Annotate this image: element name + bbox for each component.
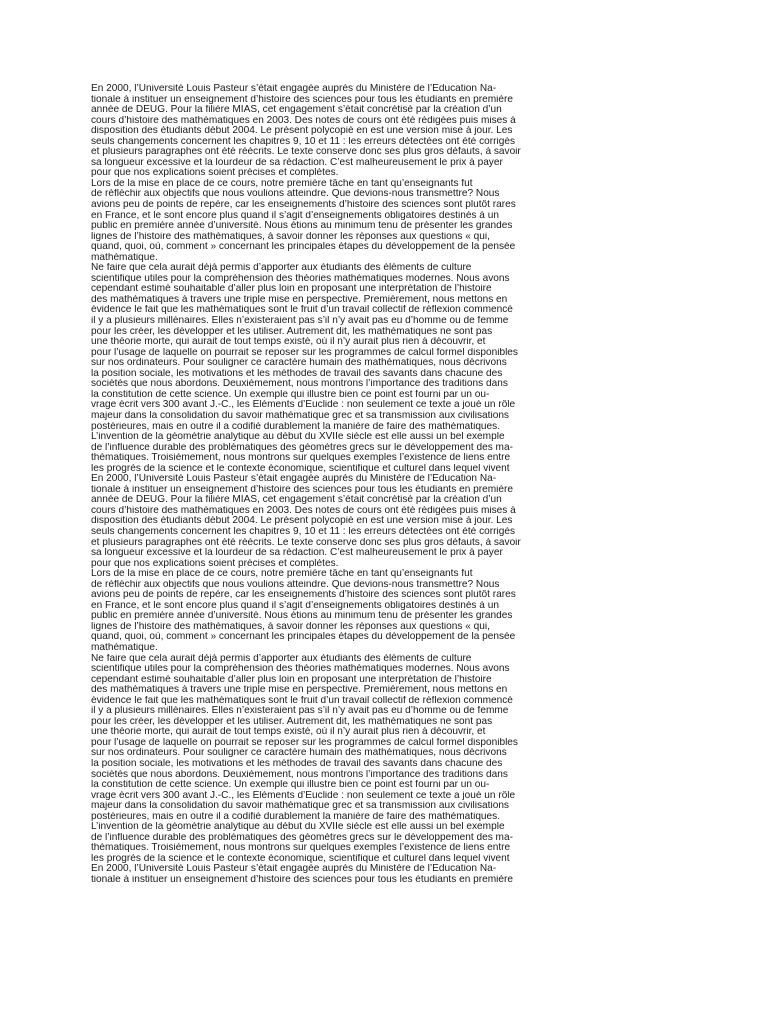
- text-line: pour que nos explications soient précises et complètes.: [91, 168, 339, 179]
- text-line: sa longueur excessive et la lourdeur de sa rédaction. C’est malheureusement le prix à payer: [91, 548, 503, 559]
- text-line: L’invention de la géométrie analytique au début du XVIIe siècle est elle aussi un bel exemple: [91, 432, 505, 443]
- text-line: une théorie morte, qui aurait de tout temps existé, où il n’y aurait plus rien à découvrir, et: [91, 337, 486, 348]
- text-line: majeur dans la consolidation du savoir mathématique grec et sa transmission aux civilisations: [91, 801, 509, 812]
- text-line: en France, et le sont encore plus quand il s’agit d’enseignements obligatoires destinés à un: [91, 210, 499, 221]
- text-line: pour l’usage de laquelle on pourrait se reposer sur les programmes de calcul formel disponibles: [91, 347, 518, 358]
- text-line: disposition des étudiants début 2004. Le présent polycopié en est une version mise à jour. Les: [91, 516, 513, 527]
- text-line: seuls changements concernent les chapitres 9, 10 et 11 : les erreurs détectées ont été corrigés: [91, 136, 515, 147]
- text-line: Ne faire que cela aurait déjà permis d’apporter aux étudiants des éléments de culture: [91, 653, 472, 664]
- text-line: scientifique utiles pour la compréhension des théories mathématiques modernes. Nous avons: [91, 664, 510, 675]
- text-line: public en première année d’université. Nous étions au minimum tenu de présenter les grandes: [91, 611, 513, 622]
- text-line: sociétés que nous abordons. Deuxièmement, nous montrons l’importance des traditions dans: [91, 379, 508, 390]
- text-line: En 2000, l’Université Louis Pasteur s’était engagée auprès du Ministère de l’Éducation Na-: [91, 474, 497, 485]
- text-line: cependant estimé souhaitable d’aller plus loin en proposant une interprétation de l’histoire: [91, 284, 492, 295]
- text-line: Lors de la mise en place de ce cours, notre première tâche en tant qu’enseignants fut: [91, 178, 473, 189]
- text-line: tionale à instituer un enseignement d’histoire des sciences pour tous les étudiants en première: [91, 484, 513, 495]
- text-line: une théorie morte, qui aurait de tout temps existé, où il n’y aurait plus rien à découvrir, et: [91, 727, 486, 738]
- text-line: des mathématiques à travers une triple mise en perspective. Premièrement, nous mettons en: [91, 294, 508, 305]
- text-line: lignes de l’histoire des mathématiques, à savoir donner les réponses aux questions « qui,: [91, 231, 490, 242]
- text-line: les progrès de la science et le contexte économique, scientifique et culturel dans lequel vivent: [91, 463, 510, 474]
- text-line: thématiques. Troisièmement, nous montrons sur quelques exemples l’existence de liens entre: [91, 843, 511, 854]
- text-line: il y a plusieurs millénaires. Elles n’existeraient pas s’il n’y avait pas eu d’homme ou de femme: [91, 316, 509, 327]
- text-line: avions peu de points de repère, car les enseignements d’histoire des sciences sont plutôt rares: [91, 590, 516, 601]
- text-line: des mathématiques à travers une triple mise en perspective. Premièrement, nous mettons en: [91, 685, 508, 696]
- text-line: Lors de la mise en place de ce cours, notre première tâche en tant qu’enseignants fut: [91, 569, 473, 580]
- text-line: avions peu de points de repère, car les enseignements d’histoire des sciences sont plutôt rares: [91, 200, 516, 211]
- text-line: de réfléchir aux objectifs que nous voulions atteindre. Que devions-nous transmettre? Nous: [91, 189, 500, 200]
- text-line: sur nos ordinateurs. Pour souligner ce caractère humain des mathématiques, nous décrivons: [91, 358, 507, 369]
- text-line: quand, quoi, où, comment » concernant les principales étapes du développement de la pensée: [91, 242, 516, 253]
- text-line: quand, quoi, où, comment » concernant les principales étapes du développement de la pensée: [91, 632, 516, 643]
- text-line: majeur dans la consolidation du savoir mathématique grec et sa transmission aux civilisations: [91, 410, 509, 421]
- text-line: il y a plusieurs millénaires. Elles n’existeraient pas s’il n’y avait pas eu d’homme ou de femme: [91, 706, 509, 717]
- text-line: de l’influence durable des problématiques des géomètres grecs sur le développement des ma-: [91, 442, 513, 453]
- text-line: évidence le fait que les mathématiques sont le fruit d’un travail collectif de réflexion commencé: [91, 695, 513, 706]
- text-line: mathématique.: [91, 252, 158, 263]
- text-line: pour l’usage de laquelle on pourrait se reposer sur les programmes de calcul formel disponibles: [91, 737, 518, 748]
- text-line: public en première année d’université. Nous étions au minimum tenu de présenter les grandes: [91, 221, 513, 232]
- text-line: et plusieurs paragraphes ont été réécrits. Le texte conserve donc ses plus gros défauts, à savoir: [91, 147, 521, 158]
- text-line: postérieures, mais en outre il a codifié durablement la manière de faire des mathématiques.: [91, 811, 501, 822]
- text-line: la position sociale, les motivations et les méthodes de travail des savants dans chacune des: [91, 368, 503, 379]
- text-line: année de DEUG. Pour la filière MIAS, cet engagement s’était concrétisé par la création d’un: [91, 495, 502, 506]
- text-line: vrage écrit vers 300 avant J.-C., les Éléments d’Euclide : non seulement ce texte a joué un rôle: [91, 790, 516, 801]
- text-line: évidence le fait que les mathématiques sont le fruit d’un travail collectif de réflexion commencé: [91, 305, 513, 316]
- text-line: Ne faire que cela aurait déjà permis d’apporter aux étudiants des éléments de culture: [91, 263, 472, 274]
- text-line: cours d’histoire des mathématiques en 2003. Des notes de cours ont été rédigées puis mises à: [91, 505, 516, 516]
- text-line: scientifique utiles pour la compréhension des théories mathématiques modernes. Nous avons: [91, 273, 510, 284]
- text-line: thématiques. Troisièmement, nous montrons sur quelques exemples l’existence de liens entre: [91, 453, 511, 464]
- text-line: la constitution de cette science. Un exemple qui illustre bien ce point est fourni par un ou-: [91, 780, 490, 791]
- text-line: cependant estimé souhaitable d’aller plus loin en proposant une interprétation de l’histoire: [91, 674, 492, 685]
- text-line: pour les créer, les développer et les utiliser. Autrement dit, les mathématiques ne sont pas: [91, 716, 493, 727]
- text-line: pour les créer, les développer et les utiliser. Autrement dit, les mathématiques ne sont pas: [91, 326, 493, 337]
- text-line: de réfléchir aux objectifs que nous voulions atteindre. Que devions-nous transmettre? Nous: [91, 579, 500, 590]
- text-line: mathématique.: [91, 642, 158, 653]
- text-line: en France, et le sont encore plus quand il s’agit d’enseignements obligatoires destinés à un: [91, 600, 499, 611]
- text-line: la position sociale, les motivations et les méthodes de travail des savants dans chacune des: [91, 759, 503, 769]
- text-line: sociétés que nous abordons. Deuxièmement, nous montrons l’importance des traditions dans: [91, 769, 508, 780]
- text-line: En 2000, l’Université Louis Pasteur s’était engagée auprès du Ministère de l’Éducation Na-: [91, 864, 497, 875]
- text-line: seuls changements concernent les chapitres 9, 10 et 11 : les erreurs détectées ont été corrigés: [91, 526, 515, 537]
- document-body: [91, 84, 541, 886]
- text-line: les progrès de la science et le contexte économique, scientifique et culturel dans lequel vivent: [91, 853, 510, 864]
- text-line: tionale à instituer un enseignement d’histoire des sciences pour tous les étudiants en première: [91, 875, 513, 886]
- text-line: En 2000, l’Université Louis Pasteur s’était engagée auprès du Ministère de l’Éducation Na-: [91, 84, 497, 94]
- text-line: postérieures, mais en outre il a codifié durablement la manière de faire des mathématiques.: [91, 421, 501, 432]
- text-line: année de DEUG. Pour la filière MIAS, cet engagement s’était concrétisé par la création d’un: [91, 105, 502, 116]
- text-line: L’invention de la géométrie analytique au début du XVIIe siècle est elle aussi un bel exemple: [91, 822, 505, 833]
- text-line: lignes de l’histoire des mathématiques, à savoir donner les réponses aux questions « qui,: [91, 621, 490, 632]
- text-line: de l’influence durable des problématiques des géomètres grecs sur le développement des ma-: [91, 832, 513, 843]
- text-line: vrage écrit vers 300 avant J.-C., les Éléments d’Euclide : non seulement ce texte a joué un rôle: [91, 400, 516, 411]
- text-line: sur nos ordinateurs. Pour souligner ce caractère humain des mathématiques, nous décrivons: [91, 748, 507, 759]
- text-line: sa longueur excessive et la lourdeur de sa rédaction. C’est malheureusement le prix à payer: [91, 157, 503, 168]
- text-line: et plusieurs paragraphes ont été réécrits. Le texte conserve donc ses plus gros défauts, à savoir: [91, 537, 521, 548]
- text-line: cours d’histoire des mathématiques en 2003. Des notes de cours ont été rédigées puis mises à: [91, 115, 516, 126]
- text-line: tionale à instituer un enseignement d’histoire des sciences pour tous les étudiants en première: [91, 94, 513, 105]
- text-line: la constitution de cette science. Un exemple qui illustre bien ce point est fourni par un ou-: [91, 389, 490, 400]
- text-line: disposition des étudiants début 2004. Le présent polycopié en est une version mise à jour. Les: [91, 126, 513, 137]
- text-line: pour que nos explications soient précises et complètes.: [91, 558, 339, 569]
